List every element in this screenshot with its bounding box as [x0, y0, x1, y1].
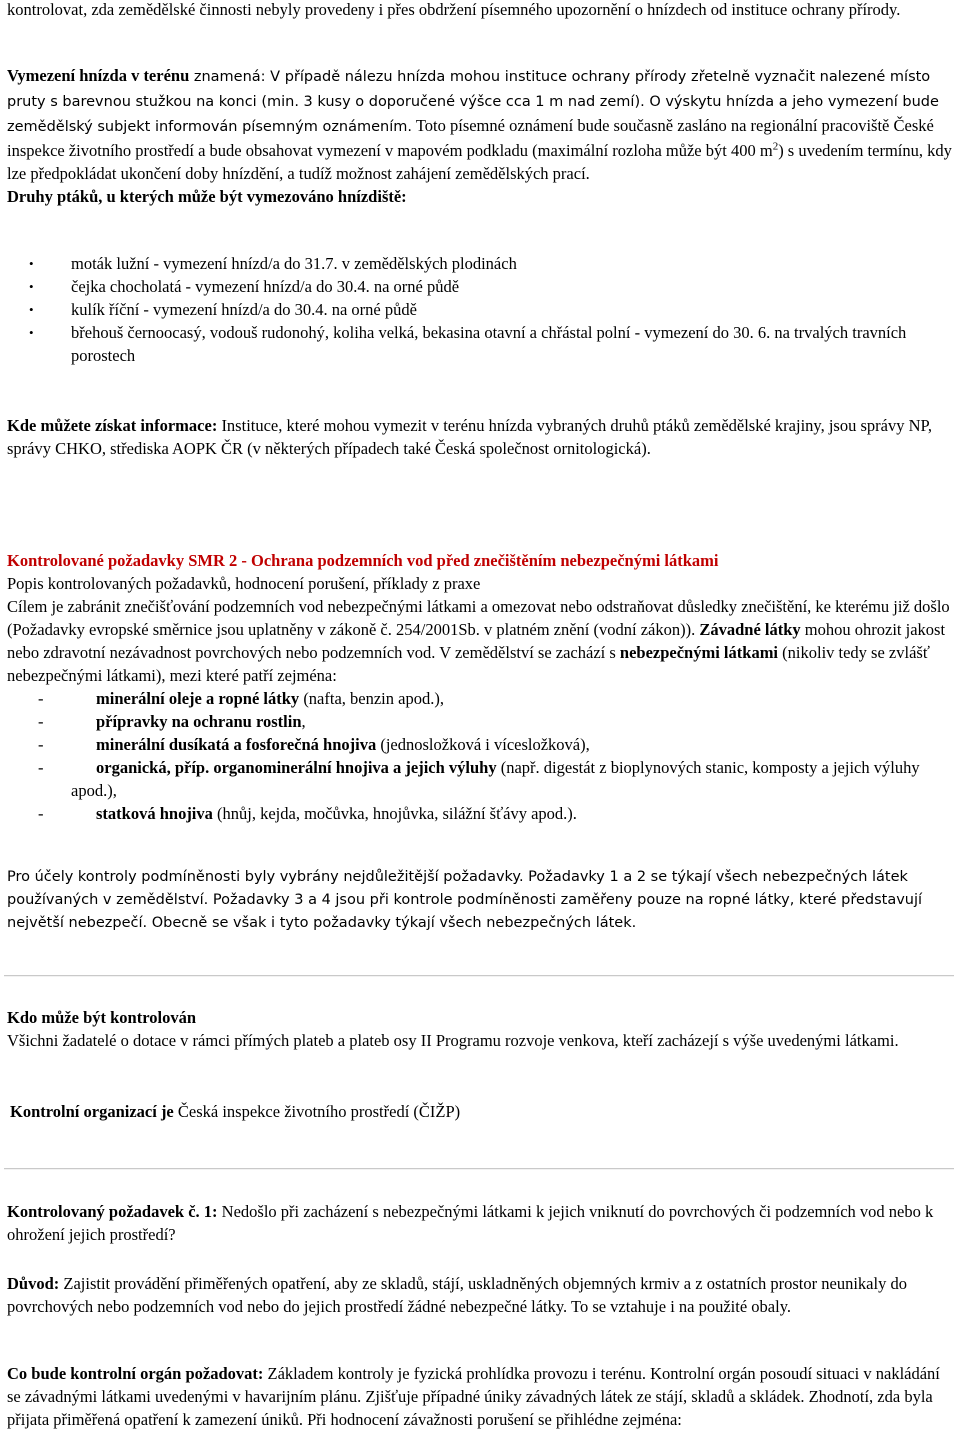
requirement-1-text: Nedošlo při zacházení s nebezpečnými látkami k jejich vniknutí do povrchových či podzemních vod nebo k ohrožení jejich prostředí?	[7, 1202, 934, 1244]
nest-definition-term: Vymezení hnízda v terénu	[7, 66, 190, 85]
divider-line	[4, 975, 954, 977]
requirement-1-label: Kontrolovaný požadavek č. 1:	[7, 1202, 218, 1221]
substance-name: přípravky na ochranu rostlin	[96, 712, 302, 731]
reason-paragraph	[7, 1272, 953, 1318]
smr2-term-harmful: Závadné látky	[699, 620, 801, 639]
bird-list-item: • břehouš černoocasý, vodouš rudonohý, koliha velká, bekasina otavní a chřástal polní - vymezení do 30. 6. na trvalých travních porostech	[7, 321, 953, 367]
who-section	[7, 1006, 953, 1052]
info-section	[7, 414, 953, 460]
nest-definition-paragraph	[7, 64, 953, 185]
bird-list-item: • moták lužní - vymezení hnízd/a do 31.7. v zemědělských plodinách	[7, 252, 953, 275]
demand-text: Základem kontroly je fyzická prohlídka provozu i terénu. Kontrolní orgán posoudí situaci v nakládání se závadnými látkami uvedenými v havarijním plánu. Zjišťuje případné úniky závadných látek ze stájí, skladů a skládek. Zhodnotí, zda byla přijata přiměřená opatření k zamezení úniků. Při hodnocení závažnosti porušení se přihlédne zejména:	[7, 1364, 940, 1429]
smr2-paragraph-2: Pro účely kontroly podmíněnosti byly vybrány nejdůležitější požadavky. Požadavky 1 a 2 se týkají všech nebezpečných látek používaných v zemědělství. Požadavky 3 a 4 jsou při kontrole podmíněnosti zaměřeny pouze na ropné látky, které představují největší nebezpečí. Obecně se však i tyto požadavky týkají všech nebezpečných látek.	[7, 869, 923, 931]
substance-list-item	[7, 687, 953, 710]
substance-detail: (jednosložková i vícesložková),	[376, 735, 590, 754]
info-paragraph	[7, 414, 953, 460]
divider-line	[4, 1168, 954, 1170]
demand-label: Co bude kontrolní orgán požadovat:	[7, 1364, 264, 1383]
substance-name: minerální dusíkatá a fosforečná hnojiva	[96, 735, 377, 754]
smr2-heading: Kontrolované požadavky SMR 2 - Ochrana podzemních vod před znečištěním nebezpečnými látkami	[7, 551, 719, 570]
bird-list-item: • kulík říční - vymezení hnízd/a do 30.4. na orné půdě	[7, 298, 953, 321]
reason-section	[7, 1272, 953, 1318]
intro-section	[7, 0, 953, 21]
smr2-text-c: (nikoliv tedy se zvlášť nebezpečnými látkami), mezi které patří zejména:	[7, 643, 930, 685]
info-text: Instituce, které mohou vymezit v terénu hnízda vybraných druhů ptáků zemědělské krajiny, jsou správy NP, správy CHKO, střediska AOPK ČR (v některých případech také Česká společnost ornitologická).	[7, 416, 932, 458]
organization-label: Kontrolní organizací je	[10, 1102, 174, 1121]
substance-detail: (hnůj, kejda, močůvka, hnojůvka, silážní šťávy apod.).	[212, 804, 577, 823]
smr2-text-a: Cílem je zabránit znečišťování podzemních vod nebezpečnými látkami a omezovat nebo odstraňovat důsledky znečištění, ke kterému již došlo (Požadavky evropské směrnice jsou uplatněny v zákoně č. 254/2001Sb. v platném znění (vodní zákon)).	[7, 597, 950, 639]
birds-heading: Druhy ptáků, u kterých může být vymezováno hnízdiště:	[7, 187, 407, 206]
substance-list-item	[7, 802, 953, 825]
smr2-term-dangerous: nebezpečnými látkami	[619, 643, 779, 662]
substance-list-item	[7, 733, 953, 756]
demand-paragraph	[7, 1362, 953, 1431]
area-unit-superscript: 2	[772, 140, 779, 153]
substance-detail: (např. digestát z bioplynových stanic, komposty a jejich výluhy apod.),	[71, 758, 920, 800]
info-label: Kde můžete získat informace:	[7, 416, 218, 435]
nest-definition-text: znamená: V případě nálezu hnízda mohou instituce ochrany přírody zřetelně vyznačit nalezené místo pruty s barevnou stužkou na konci (min. 3 kusy o doporučené výšce cca 1 m nad zemí). O výskytu hnízda a jeho vymezení bude zemědělský subjekt informován písemným oznámením.	[7, 69, 939, 135]
organization-paragraph	[10, 1100, 956, 1123]
who-text: Všichni žadatelé o dotace v rámci přímých plateb a plateb osy II Programu rozvoje venkova, kteří zacházejí s výše uvedenými látkami.	[7, 1031, 899, 1050]
who-heading: Kdo může být kontrolován	[7, 1008, 197, 1027]
nest-notice-text: Toto písemné oznámení bude současně zasláno na regionální pracoviště České inspekce životního prostředí a bude obsahovat vymezení v mapovém podkladu (maximální rozloha může být 400 m	[7, 116, 934, 160]
dangerous-substances-list	[7, 687, 953, 825]
smr2-subheading: Popis kontrolovaných požadavků, hodnocení porušení, příklady z praxe	[7, 574, 481, 593]
smr2-conclusion	[7, 866, 953, 935]
demand-section	[7, 1362, 953, 1431]
substance-list-item	[7, 710, 953, 733]
reason-label: Důvod:	[7, 1274, 60, 1293]
organization-section	[10, 1100, 956, 1123]
substance-list-item	[7, 756, 953, 802]
substance-name: minerální oleje a ropné látky	[96, 689, 300, 708]
substance-detail: (nafta, benzin apod.),	[299, 689, 444, 708]
organization-text: Česká inspekce životního prostředí (ČIŽP)	[173, 1102, 461, 1121]
reason-text: Zajistit provádění přiměřených opatření, aby ze skladů, stájí, uskladněných objemných krmiv a z ostatních prostor neunikaly do povrchových nebo podzemních vod nebo do jejich prostředí žádné nebezpečné látky. To se vztahuje i na použité obaly.	[7, 1274, 907, 1316]
birds-list	[7, 252, 953, 367]
nest-definition-section	[7, 64, 953, 208]
requirement-1-paragraph	[7, 1200, 953, 1246]
nest-notice-text-end: ) s uvedením termínu, kdy lze předpokládat ukončení doby hnízdění, a tudíž možnost zahájení zemědělských prací.	[7, 141, 952, 183]
substance-name: statková hnojiva	[96, 804, 213, 823]
bird-list-item: • čejka chocholatá - vymezení hnízd/a do 30.4. na orné půdě	[7, 275, 953, 298]
smr2-text-b: mohou ohrozit jakost nebo zdravotní nezávadnost povrchových nebo podzemních vod. V zemědělství se zachází s	[7, 620, 946, 662]
substance-name: organická, příp. organominerální hnojiva a jejich výluhy	[96, 758, 497, 777]
requirement-1-section	[7, 1200, 953, 1246]
smr2-paragraph-1	[7, 595, 953, 687]
substance-detail: ,	[301, 712, 306, 731]
smr2-section	[7, 549, 953, 825]
intro-paragraph-1: kontrolovat, zda zemědělské činnosti nebyly provedeny i přes obdržení písemného upozornění o hnízdech od instituce ochrany přírody.	[7, 0, 901, 19]
